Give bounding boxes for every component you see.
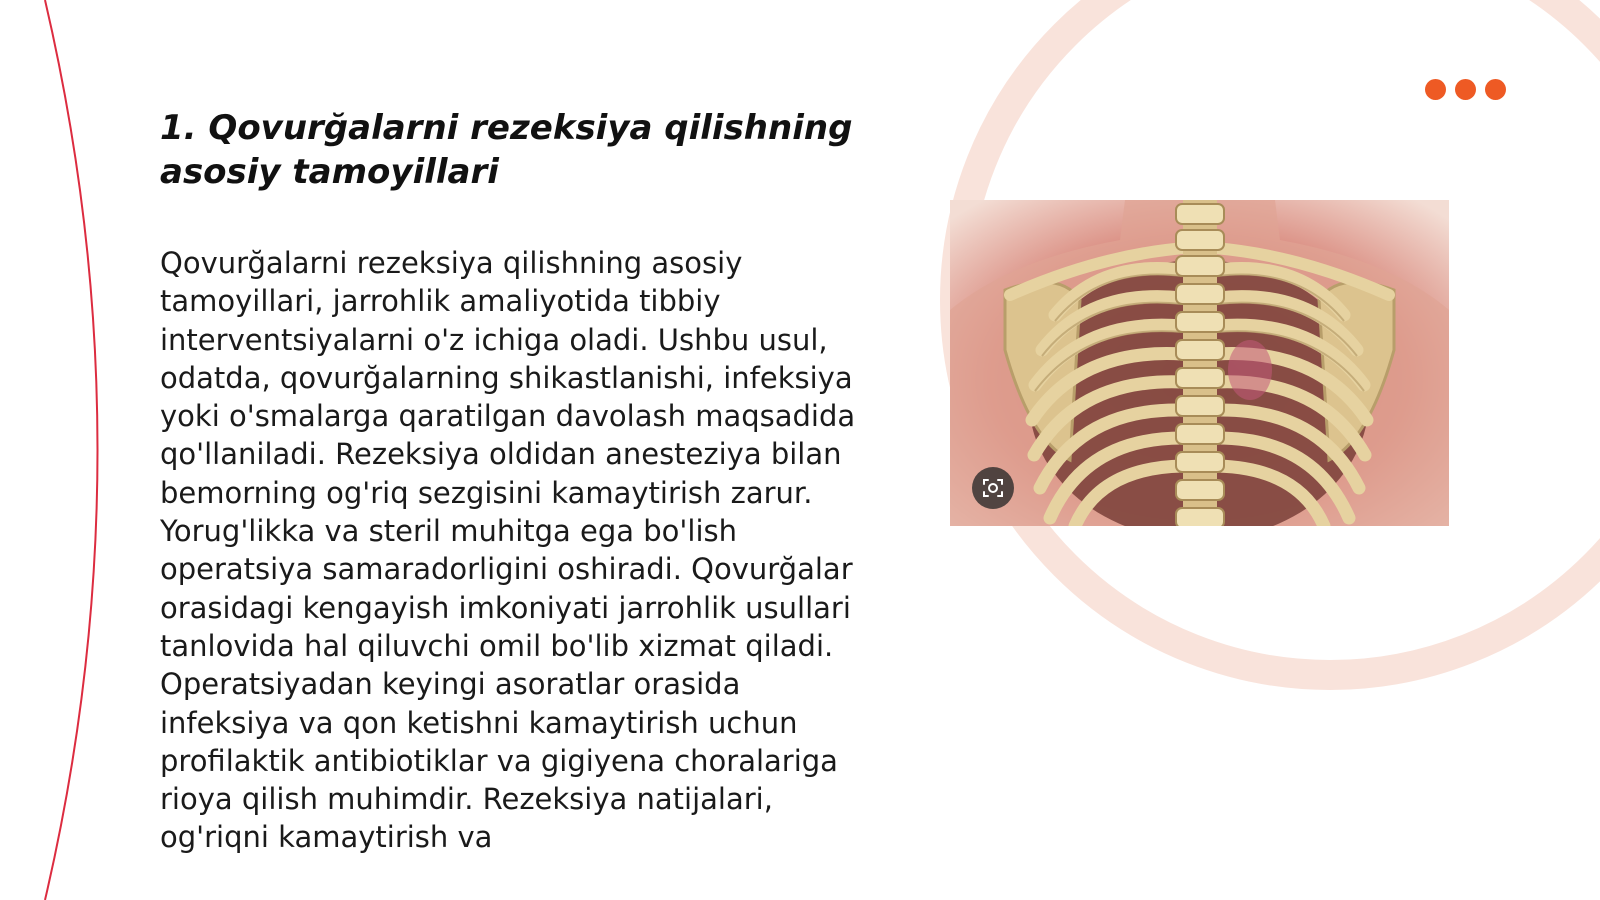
visual-search-lens-icon[interactable]: [972, 467, 1014, 509]
left-red-arc-decoration: [45, 0, 98, 900]
orange-dot: [1455, 79, 1476, 100]
slide-body-text: Qovurğalarni rezeksiya qilishning asosiy tamoyillari, jarrohlik amaliyotida tibbiy interventsiyalarni o'z ichiga oladi. Ushbu usul, odatda, qovurğalarning shikastlanishi, infeksiya yoki o'smalarga qaratilgan davolash maqsadida qo'llaniladi. Rezeksiya oldidan anesteziya bilan bemorning og'riq sezgisini kamaytirish zarur. Yorug'likka va steril muhitga ega bo'lish operatsiya samaradorligini oshiradi. Qovurğalar orasidagi kengayish imkoniyati jarrohlik usullari tanlovida hal qiluvchi omil bo'lib xizmat qiladi. Operatsiyadan keyingi asoratlar orasida infeksiya va qon ketishni kamaytirish uchun profilaktik antibiotiklar va gigiyena choralariga rioya qilish muhimdir. Rezeksiya natijalari, og'riqni kamaytirish va: [160, 246, 856, 855]
orange-dot: [1485, 79, 1506, 100]
slide-title: 1. Qovurğalarni rezeksiya qilishning asosiy tamoyillari: [160, 108, 853, 192]
rib-cage-image[interactable]: [950, 200, 1449, 526]
decorative-dots: [1425, 79, 1506, 100]
rib-cage-illustration: [950, 200, 1449, 526]
orange-dot: [1425, 79, 1446, 100]
